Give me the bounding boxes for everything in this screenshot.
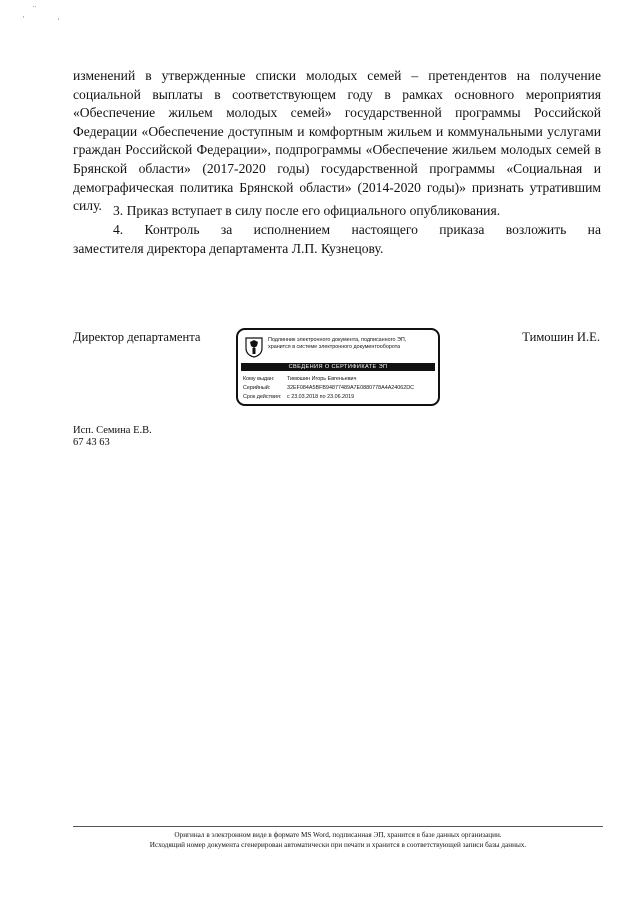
stamp-owner-row — [243, 375, 414, 384]
coat-of-arms-icon — [244, 336, 264, 358]
executor-phone: 67 43 63 — [73, 437, 110, 448]
stamp-serial-value: 32EF084A5BFB94877489A7E0880778A4A24062DC — [287, 385, 415, 391]
executor-name: Исп. Семина Е.В. — [73, 425, 152, 436]
footer-line: Исходящий номер документа сгенерирован автоматически при печати и хранится в соответствующей записи базы данных. — [149, 841, 527, 849]
stamp-validity-row — [243, 393, 414, 402]
scan-speck: · — [22, 12, 25, 22]
signatory-name: Тимошин И.Е. — [522, 330, 600, 344]
body-paragraph-2: 3. Приказ вступает в силу после его официального опубликования. — [113, 203, 501, 218]
scan-speck: ¨ — [33, 4, 36, 14]
footer-divider — [73, 826, 603, 827]
e-signature-stamp — [236, 328, 440, 406]
stamp-certificate-bar: СВЕДЕНИЯ О СЕРТИФИКАТЕ ЭП — [241, 363, 435, 371]
stamp-validity-label: Срок действия: — [243, 394, 282, 400]
body-paragraph-4: заместителя директора департамента Л.П. Кузнецову. — [73, 241, 384, 256]
footer-note — [73, 830, 603, 850]
stamp-serial-row — [243, 384, 414, 393]
footer-line: Оригинал в электронном виде в формате MS Word, подписанная ЭП, хранится в базе данных организации. — [174, 831, 502, 839]
stamp-header-line: хранится в системе электронного документооборота — [268, 344, 401, 350]
body-paragraph-1: изменений в утвержденные списки молодых семей – претендентов на получение социальной выплаты в соответствующем году в рамках основного мероприятия «Обеспечение жильем молодых семей» государственной программы Российской Федерации «Обеспечение доступным и комфортным жильем и коммунальными услугами граждан Российской Федерации», подпрограммы «Обеспечение жильем молодых семей в Брянской области» (2017-2020 годы) государственной программы «Социальная и демографическая политика Брянской области» (2014-2020 годы)» признать утратившим силу. — [73, 68, 601, 214]
stamp-owner-value: Тимошин Игорь Евгеньевич — [287, 376, 357, 382]
stamp-header-line: Подлинник электронного документа, подписанного ЭП, — [268, 337, 407, 343]
body-paragraph-3: 4. Контроль за исполнением настоящего приказа возложить на — [113, 222, 601, 237]
executor-block — [73, 425, 152, 449]
stamp-validity-value: с 23.03.2018 по 23.06.2019 — [287, 394, 355, 400]
stamp-owner-label: Кому выдан: — [243, 376, 275, 382]
signatory-position: Директор департамента — [73, 330, 201, 344]
stamp-serial-label: Серийный: — [243, 385, 271, 391]
scan-speck: · — [57, 14, 60, 24]
